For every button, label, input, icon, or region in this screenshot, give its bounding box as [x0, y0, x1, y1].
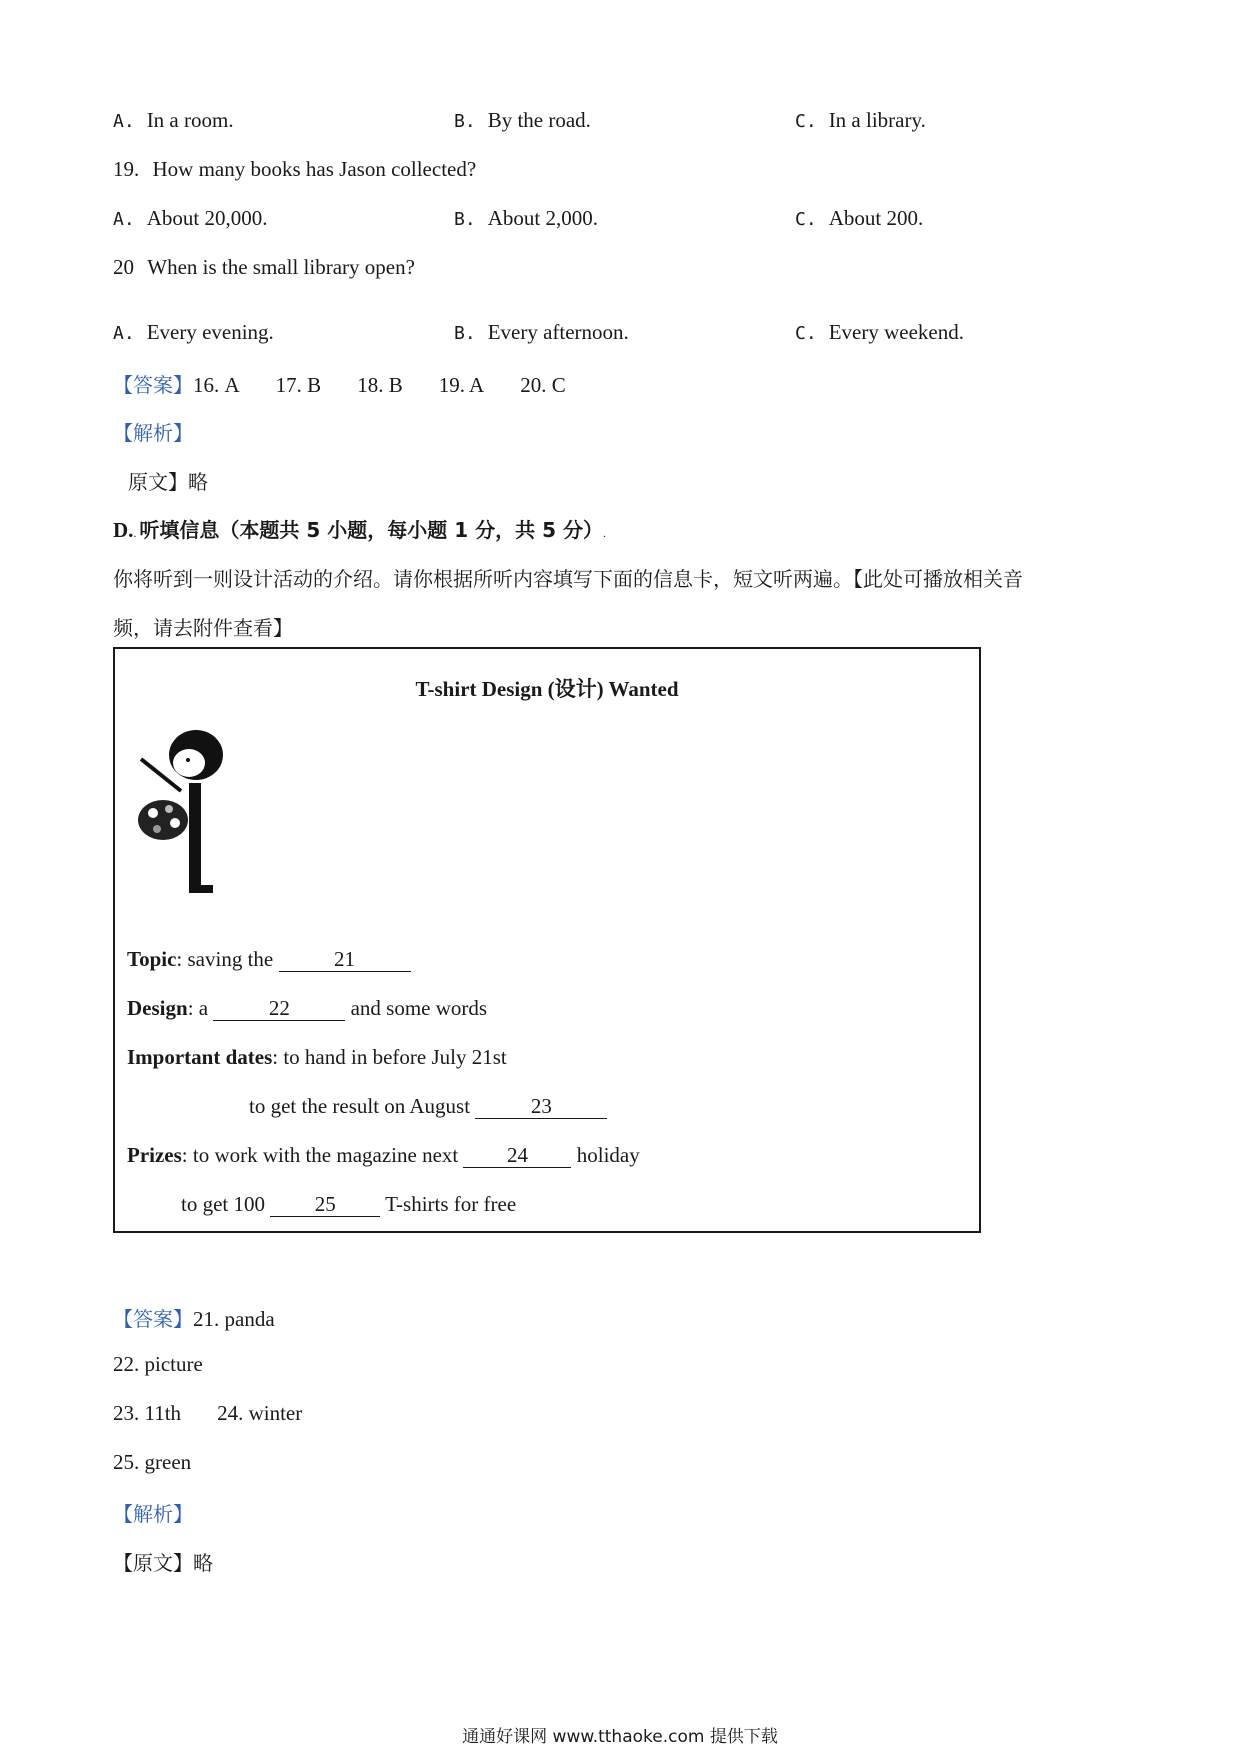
prizes-label: Prizes: [127, 1143, 182, 1167]
result-text: to get the result on August: [249, 1094, 471, 1118]
answer-line-c: [113, 369, 566, 398]
question-number: 20: [113, 255, 134, 279]
design-label: Design: [127, 996, 188, 1020]
answer-22: 22. picture: [113, 1352, 203, 1376]
q20-option-a: [113, 320, 274, 345]
original-text-d: 【原文】略: [113, 1551, 213, 1575]
card-design-line: [127, 996, 487, 1021]
option-text: In a room.: [146, 108, 234, 132]
option-letter: B.: [454, 209, 476, 230]
analysis-tag-c: 【解析】: [113, 421, 193, 445]
option-letter: B.: [454, 323, 476, 344]
q18-option-b: [454, 108, 591, 133]
dates-label: Important dates: [127, 1045, 273, 1069]
answer-17: 17. B: [275, 373, 322, 397]
answer-21: 21. panda: [193, 1307, 275, 1331]
prizes-text: : to work with the magazine next: [181, 1143, 459, 1167]
original-text-c: 原文】略: [128, 470, 208, 494]
card-title: T-shirt Design (设计) Wanted: [415, 677, 679, 701]
answer-16: 16. A: [193, 373, 240, 397]
section-d-instruction-2: 频，请去附件查看】: [113, 616, 293, 640]
option-text: Every afternoon.: [487, 320, 629, 344]
question-text: When is the small library open?: [147, 255, 415, 279]
q19-option-a: [113, 206, 267, 231]
option-letter: A.: [113, 111, 135, 132]
painter-illustration: [131, 725, 231, 905]
answer-24: 24. winter: [217, 1401, 303, 1425]
card-topic-line: [127, 947, 411, 972]
painter-body: [189, 783, 201, 893]
q20-option-b: [454, 320, 629, 345]
option-text: About 20,000.: [146, 206, 268, 230]
free-text: to get 100: [181, 1192, 265, 1216]
blank-25: 25: [270, 1192, 380, 1217]
option-text: Every weekend.: [828, 320, 964, 344]
analysis-tag-d: 【解析】: [113, 1502, 193, 1526]
card-free-line: [181, 1192, 516, 1217]
option-text: By the road.: [487, 108, 591, 132]
blank-21: 21: [279, 947, 411, 972]
option-letter: C.: [795, 209, 817, 230]
q19-option-c: [795, 206, 923, 231]
blank-22: 22: [213, 996, 345, 1021]
section-title: 听填信息（本题共 5 小题，每小题 1 分，共 5 分）: [139, 518, 603, 542]
answer-23: 23. 11th: [113, 1401, 182, 1425]
card-result-line: [249, 1094, 607, 1119]
design-after: and some words: [350, 996, 488, 1020]
question-number: 19.: [113, 157, 140, 181]
painter-foot: [189, 885, 213, 893]
option-text: In a library.: [828, 108, 926, 132]
painter-eye: [186, 758, 190, 762]
option-letter: A.: [113, 209, 135, 230]
topic-text: : saving the: [176, 947, 274, 971]
answer-tag: 【答案】: [113, 373, 193, 397]
section-letter: D.: [113, 518, 134, 542]
card-prizes-line: [127, 1143, 640, 1168]
section-d-heading: [113, 514, 606, 543]
dates-text: : to hand in before July 21st: [272, 1045, 507, 1069]
option-letter: B.: [454, 111, 476, 132]
q19-question: [113, 157, 476, 182]
option-letter: C.: [795, 111, 817, 132]
answer-line-d-3: [113, 1401, 302, 1426]
answer-19: 19. A: [438, 373, 485, 397]
q20-option-c: [795, 320, 964, 345]
answer-tag: 【答案】: [113, 1307, 193, 1331]
option-text: Every evening.: [146, 320, 274, 344]
design-text: : a: [187, 996, 209, 1020]
q20-question: [113, 255, 415, 280]
heading-dots: .: [133, 526, 140, 540]
painter-face: [173, 749, 205, 777]
question-text: How many books has Jason collected?: [152, 157, 477, 181]
answer-20: 20. C: [520, 373, 566, 397]
answer-25: 25. green: [113, 1450, 192, 1474]
option-text: About 200.: [828, 206, 924, 230]
blank-23: 23: [475, 1094, 607, 1119]
info-card: [113, 647, 981, 1233]
answer-line-d-1: [113, 1303, 275, 1332]
q18-option-c: [795, 108, 926, 133]
footer-credit: 通通好课网 www.tthaoke.com 提供下载: [462, 1727, 778, 1747]
answer-18: 18. B: [357, 373, 403, 397]
option-letter: C.: [795, 323, 817, 344]
option-text: About 2,000.: [487, 206, 598, 230]
section-d-instruction-1: 你将听到一则设计活动的介绍。请你根据所听内容填写下面的信息卡，短文听两遍。【此处可播放相关音: [113, 567, 1023, 591]
q18-option-a: [113, 108, 234, 133]
blank-24: 24: [463, 1143, 571, 1168]
card-dates-line: [127, 1045, 507, 1070]
topic-label: Topic: [127, 947, 177, 971]
heading-trail: .: [602, 526, 606, 540]
q19-option-b: [454, 206, 598, 231]
option-letter: A.: [113, 323, 135, 344]
palette: [138, 800, 188, 840]
prizes-after: holiday: [576, 1143, 640, 1167]
free-after: T-shirts for free: [385, 1192, 517, 1216]
